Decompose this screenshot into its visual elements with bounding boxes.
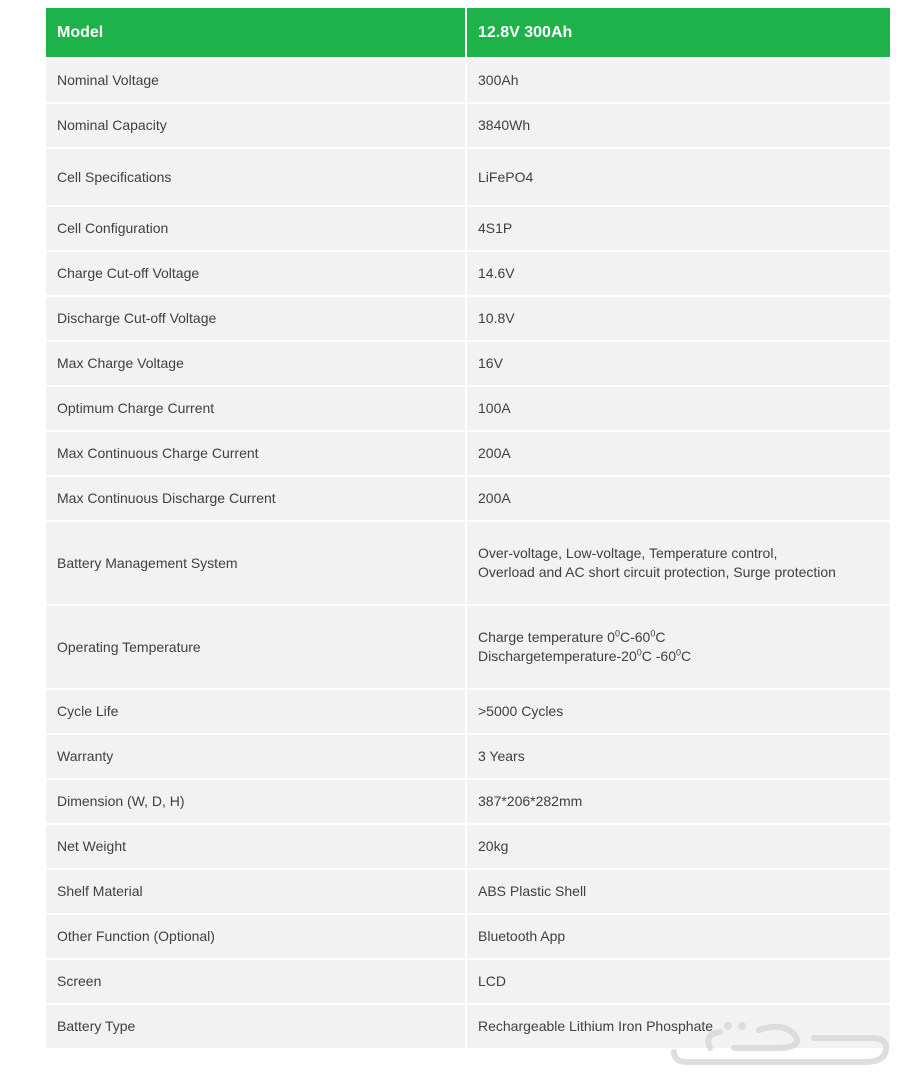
superscript: 0	[614, 628, 620, 639]
value-text: C	[681, 648, 692, 664]
row-label: Cell Configuration	[46, 207, 467, 250]
row-label: Cycle Life	[46, 690, 467, 733]
row-label: Cell Specifications	[46, 149, 467, 205]
row-value: LiFePO4	[467, 149, 890, 205]
row-value: 200A	[467, 432, 890, 475]
superscript: 0	[676, 647, 682, 658]
row-value-line: Overload and AC short circuit protection, Surge protection	[478, 564, 836, 580]
row-value: 20kg	[467, 825, 890, 868]
table-row	[46, 297, 890, 340]
row-value	[467, 606, 890, 688]
row-label: Other Function (Optional)	[46, 915, 467, 958]
value-text: C-60	[619, 629, 651, 645]
row-value: >5000 Cycles	[467, 690, 890, 733]
table-header-row	[46, 8, 890, 57]
header-value: 12.8V 300Ah	[467, 8, 890, 57]
table-row	[46, 960, 890, 1003]
row-label: Nominal Voltage	[46, 59, 467, 102]
table-row	[46, 252, 890, 295]
value-text: C	[655, 629, 666, 645]
row-value-line	[478, 628, 890, 647]
row-label: Dimension (W, D, H)	[46, 780, 467, 823]
row-value: 300Ah	[467, 59, 890, 102]
table-row	[46, 207, 890, 250]
row-label: Max Continuous Charge Current	[46, 432, 467, 475]
row-value: 10.8V	[467, 297, 890, 340]
table-row	[46, 342, 890, 385]
row-value: 14.6V	[467, 252, 890, 295]
row-value: LCD	[467, 960, 890, 1003]
table-row	[46, 606, 890, 688]
row-value-line: Over-voltage, Low-voltage, Temperature control,	[478, 545, 778, 561]
row-value: Rechargeable Lithium Iron Phosphate	[467, 1005, 890, 1048]
row-value: 16V	[467, 342, 890, 385]
row-label: Discharge Cut-off Voltage	[46, 297, 467, 340]
row-label: Screen	[46, 960, 467, 1003]
table-row	[46, 59, 890, 102]
value-text: C -60	[641, 648, 676, 664]
row-value: 4S1P	[467, 207, 890, 250]
table-row	[46, 780, 890, 823]
row-label: Operating Temperature	[46, 606, 467, 688]
table-row	[46, 825, 890, 868]
value-text: Charge temperature 0	[478, 629, 615, 645]
table-row	[46, 1005, 890, 1048]
table-row	[46, 690, 890, 733]
row-value: 200A	[467, 477, 890, 520]
row-label: Shelf Material	[46, 870, 467, 913]
row-value: ABS Plastic Shell	[467, 870, 890, 913]
row-label: Warranty	[46, 735, 467, 778]
row-value: Bluetooth App	[467, 915, 890, 958]
table-row	[46, 522, 890, 604]
row-label: Nominal Capacity	[46, 104, 467, 147]
row-value	[467, 522, 890, 604]
row-label: Net Weight	[46, 825, 467, 868]
table-row	[46, 735, 890, 778]
table-row	[46, 870, 890, 913]
value-text: Dischargetemperature-20	[478, 648, 637, 664]
row-label: Charge Cut-off Voltage	[46, 252, 467, 295]
table-row	[46, 387, 890, 430]
row-label: Max Charge Voltage	[46, 342, 467, 385]
superscript: 0	[650, 628, 656, 639]
row-value: 387*206*282mm	[467, 780, 890, 823]
table-row	[46, 149, 890, 205]
table-row	[46, 915, 890, 958]
table-row	[46, 104, 890, 147]
row-value-line	[478, 647, 890, 666]
row-label: Max Continuous Discharge Current	[46, 477, 467, 520]
row-value: 100A	[467, 387, 890, 430]
row-label: Battery Management System	[46, 522, 467, 604]
row-label: Battery Type	[46, 1005, 467, 1048]
superscript: 0	[636, 647, 642, 658]
row-label: Optimum Charge Current	[46, 387, 467, 430]
table-row	[46, 432, 890, 475]
header-label: Model	[46, 8, 467, 57]
row-value: 3840Wh	[467, 104, 890, 147]
row-value: 3 Years	[467, 735, 890, 778]
spec-table	[46, 6, 890, 1050]
table-row	[46, 477, 890, 520]
